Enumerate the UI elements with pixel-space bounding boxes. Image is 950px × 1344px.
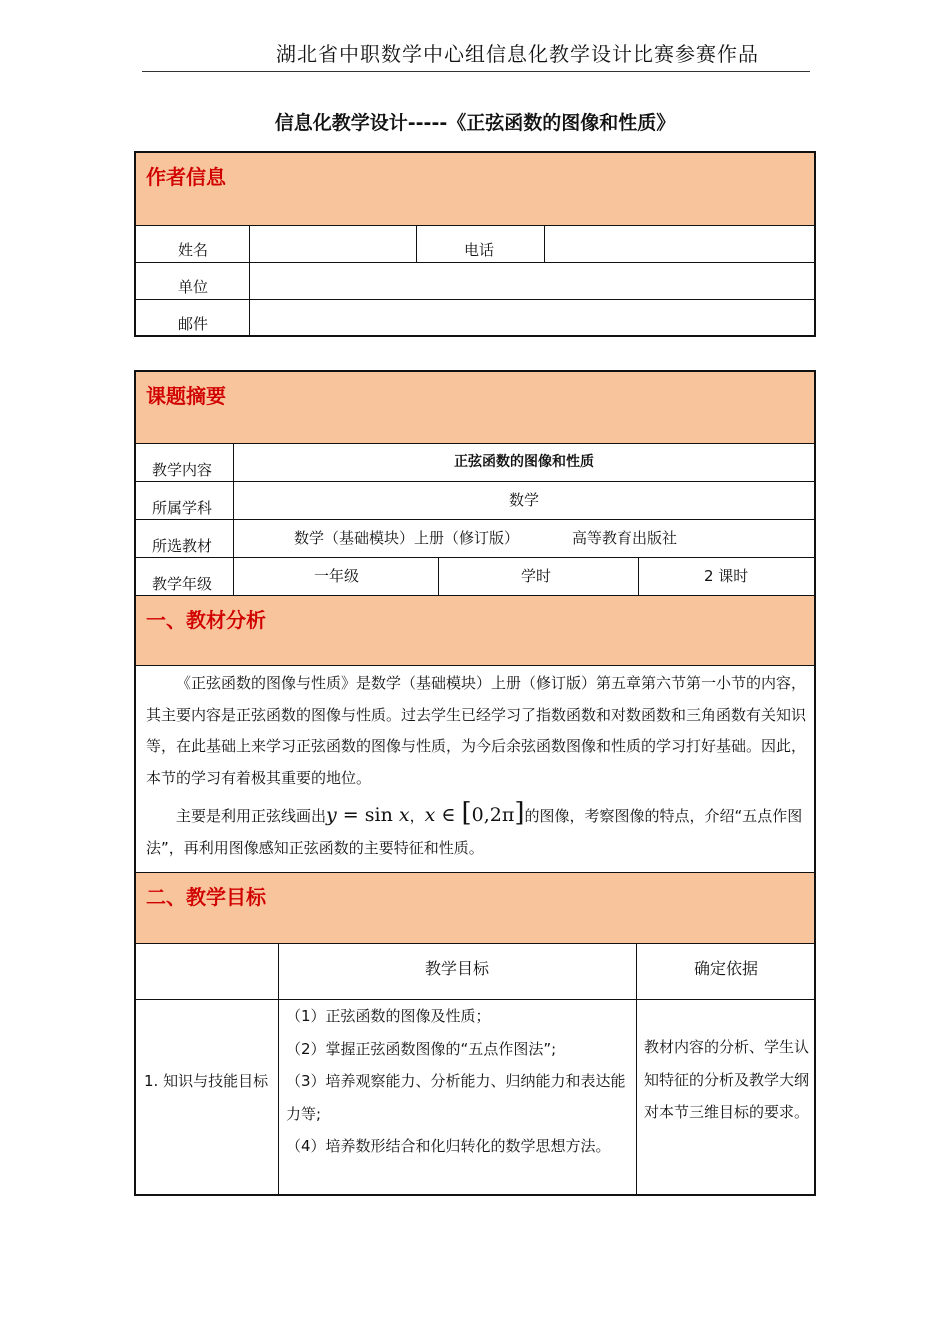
summary-band — [136, 372, 814, 443]
author-info-band — [136, 153, 814, 225]
basis-text: 教材内容的分析、学生认知特征的分析及教学大纲对本节三维目标的要求。 — [644, 1038, 810, 1121]
textbook-value: 数学（基础模块）上册（修订版） — [294, 529, 520, 547]
hours-label: 学时 — [521, 567, 552, 585]
formula-right-bracket: ] — [514, 798, 525, 828]
objectives-heading: 二、教学目标 — [146, 885, 266, 909]
divider — [249, 226, 250, 262]
subject-value: 数学 — [508, 491, 539, 509]
divider — [416, 226, 417, 262]
name-label: 姓名 — [178, 241, 209, 259]
divider — [233, 558, 234, 595]
goal-list — [286, 1000, 634, 1163]
subject-row — [136, 481, 814, 519]
teaching-design-table — [134, 370, 816, 1196]
author-name-row — [136, 225, 814, 262]
analysis-heading: 一、教材分析 — [146, 608, 266, 632]
analysis-band — [136, 595, 814, 665]
knowledge-skill-label: 1. 知识与技能目标 — [144, 1072, 269, 1090]
content-row — [136, 443, 814, 481]
objectives-header-row — [136, 943, 814, 999]
divider — [278, 1000, 279, 1196]
analysis-body — [136, 665, 814, 872]
divider — [544, 226, 545, 262]
divider — [438, 558, 439, 595]
header-rule — [142, 71, 810, 72]
page-header-title: 湖北省中职数学中心组信息化教学设计比赛参赛作品 — [276, 42, 759, 66]
formula-eq-sin: = sin — [336, 804, 399, 826]
formula-y: y — [326, 804, 337, 826]
formula-comma: ， — [409, 807, 425, 825]
phone-label: 电话 — [464, 241, 495, 259]
divider — [233, 520, 234, 557]
goal-item: （4）培养数形结合和化归转化的数学思想方法。 — [286, 1137, 611, 1155]
author-info-table — [134, 151, 816, 337]
summary-heading: 课题摘要 — [146, 384, 226, 408]
goal-item: （1）正弦函数的图像及性质； — [286, 1007, 491, 1025]
textbook-row — [136, 519, 814, 557]
author-email-row — [136, 299, 814, 337]
content-label: 教学内容 — [152, 461, 213, 479]
hours-value: 2 课时 — [704, 567, 749, 585]
content-value: 正弦函数的图像和性质 — [454, 454, 594, 470]
divider — [249, 300, 250, 337]
grade-label: 教学年级 — [152, 575, 213, 593]
analysis-paragraph-2 — [146, 798, 810, 864]
goal-item: （2）掌握正弦函数图像的“五点作图法”; — [286, 1039, 557, 1058]
sine-formula — [326, 804, 410, 826]
analysis-paragraph-2-end: 的图像，考察图像的特点，介绍“五点作图法”，再利用图像感知正弦函数的主要特征和性质。 — [146, 807, 803, 857]
goal-column-header: 教学目标 — [424, 959, 489, 978]
basis-column-header: 确定依据 — [693, 959, 758, 978]
formula-x2: x — [424, 804, 436, 826]
grade-row — [136, 557, 814, 595]
grade-value: 一年级 — [314, 567, 360, 585]
divider — [638, 558, 639, 595]
document-title: 信息化教学设计-----《正弦函数的图像和性质》 — [274, 112, 676, 134]
unit-label: 单位 — [178, 278, 209, 296]
domain-formula — [424, 798, 525, 828]
formula-x: x — [398, 804, 410, 826]
analysis-paragraph-1: 《正弦函数的图像与性质》是数学（基础模块）上册（修订版）第五章第六节第一小节的内容，其主要内容是正弦函数的图像与性质。过去学生已经学习了指数函数和对数函数和三角函数有关知识等，在此基础上来学习正弦函数的图像与性质，为今后余弦函数图像和性质的学习打好基础。因此，本节的学习有着极其重要的地位。 — [146, 674, 807, 787]
formula-in: ∈ — [435, 804, 462, 826]
publisher-value: 高等教育出版社 — [572, 529, 678, 547]
goal-item: （3）培养观察能力、分析能力、归纳能力和表达能力等; — [286, 1072, 626, 1123]
objectives-row-1 — [136, 999, 814, 1196]
divider — [249, 263, 250, 299]
divider — [636, 1000, 637, 1196]
analysis-paragraph-2-start: 主要是利用正弦线画出 — [176, 807, 327, 825]
author-info-heading: 作者信息 — [146, 165, 226, 189]
email-label: 邮件 — [178, 315, 209, 333]
formula-interval: 0,2π — [471, 804, 515, 826]
author-unit-row — [136, 262, 814, 299]
formula-left-bracket: [ — [461, 798, 472, 828]
objectives-band — [136, 872, 814, 943]
subject-label: 所属学科 — [152, 499, 213, 517]
textbook-label: 所选教材 — [152, 537, 213, 555]
